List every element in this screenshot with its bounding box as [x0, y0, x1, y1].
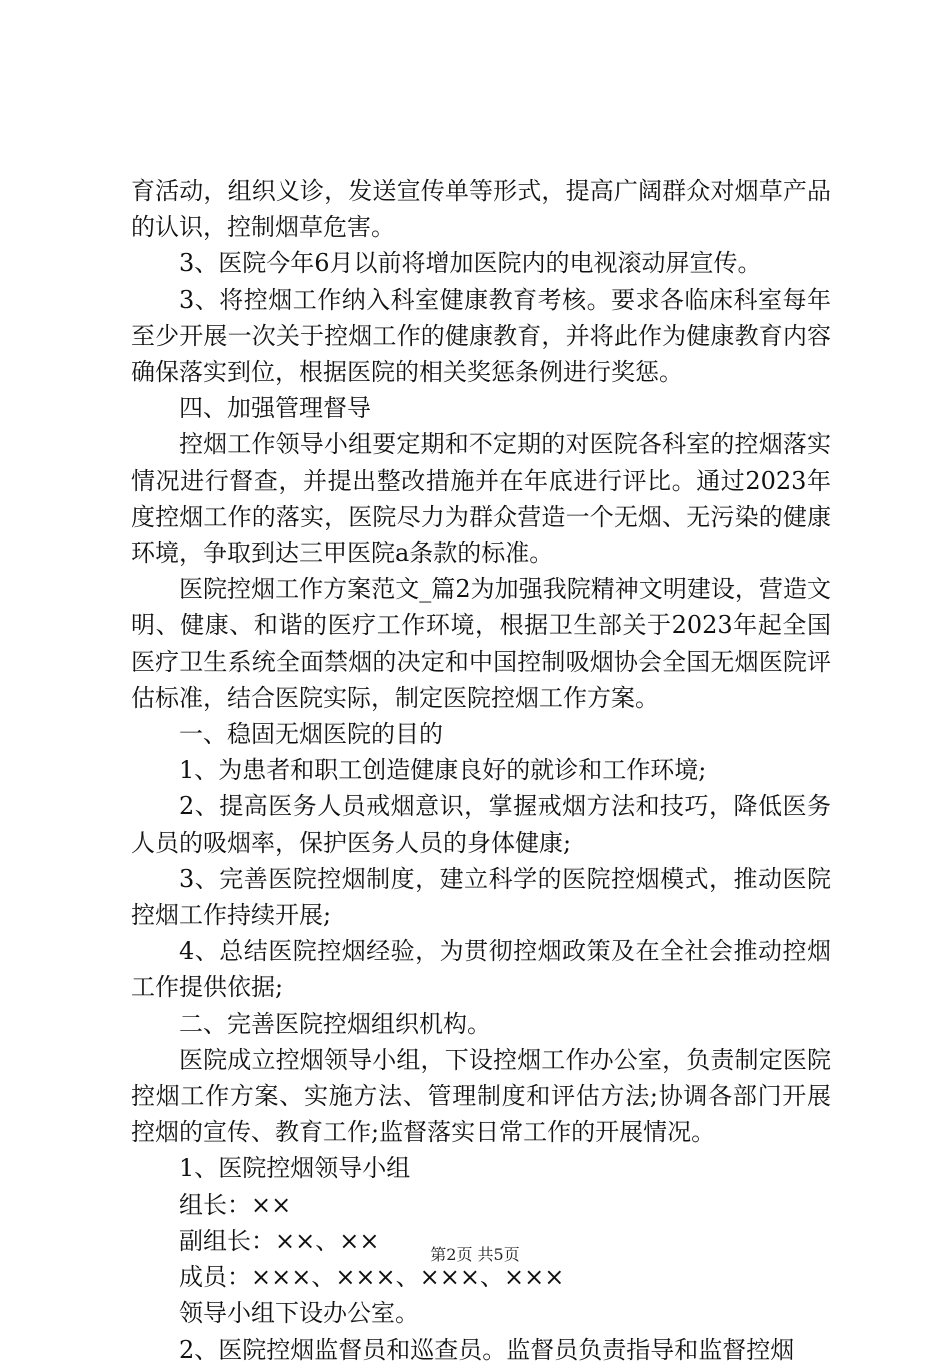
section-heading: 二、完善医院控烟组织机构。: [179, 1009, 491, 1038]
section-heading: 四、加强管理督导: [179, 394, 371, 423]
paragraph: 副组长：××、××: [179, 1226, 380, 1255]
document-body: [131, 173, 831, 1368]
paragraph: 3、完善医院控烟制度，建立科学的医院控烟模式，推动医院控烟工作持续开展;: [131, 864, 831, 930]
paragraph: 组长：××: [179, 1190, 292, 1219]
paragraph: 3、将控烟工作纳入科室健康教育考核。要求各临床科室每年至少开展一次关于控烟工作的健康教育，并将此作为健康教育内容确保落实到位，根据医院的相关奖惩条例进行奖惩。: [131, 285, 831, 387]
paragraph: 2、提高医务人员戒烟意识，掌握戒烟方法和技巧，降低医务人员的吸烟率，保护医务人员的身体健康;: [131, 792, 831, 857]
paragraph: 医院控烟工作方案范文_篇2为加强我院精神文明建设，营造文明、健康、和谐的医疗工作环境，根据卫生部关于2023年起全国医疗卫生系统全面禁烟的决定和中国控制吸烟协会全国无烟医院评估标准，结合医院实际，制定医院控烟工作方案。: [131, 575, 831, 712]
paragraph: 医院成立控烟领导小组，下设控烟工作办公室，负责制定医院控烟工作方案、实施方法、管理制度和评估方法;协调各部门开展控烟的宣传、教育工作;监督落实日常工作的开展情况。: [131, 1045, 831, 1147]
paragraph: 控烟工作领导小组要定期和不定期的对医院各科室的控烟落实情况进行督查，并提出整改措施并在年底进行评比。通过2023年度控烟工作的落实，医院尽力为群众营造一个无烟、无污染的健康环境，争取到达三甲医院a条款的标准。: [131, 430, 831, 568]
paragraph: 1、为患者和职工创造健康良好的就诊和工作环境;: [179, 756, 707, 785]
paragraph: 1、医院控烟领导小组: [179, 1154, 411, 1183]
section-heading: 一、稳固无烟医院的目的: [179, 720, 443, 749]
paragraph: 领导小组下设办公室。: [179, 1299, 419, 1328]
paragraph: 4、总结医院控烟经验，为贯彻控烟政策及在全社会推动控烟工作提供依据;: [131, 937, 831, 1002]
paragraph: 成员：×××、×××、×××、×××: [179, 1263, 565, 1292]
paragraph: 2、医院控烟监督员和巡查员。监督员负责指导和监督控烟: [179, 1335, 795, 1364]
paragraph: 3、医院今年6月以前将增加医院内的电视滚动屏宣传。: [179, 249, 762, 278]
paragraph: 育活动，组织义诊，发送宣传单等形式，提高广阔群众对烟草产品的认识，控制烟草危害。: [131, 177, 831, 242]
page-footer: 第2页 共5页: [430, 1245, 520, 1264]
